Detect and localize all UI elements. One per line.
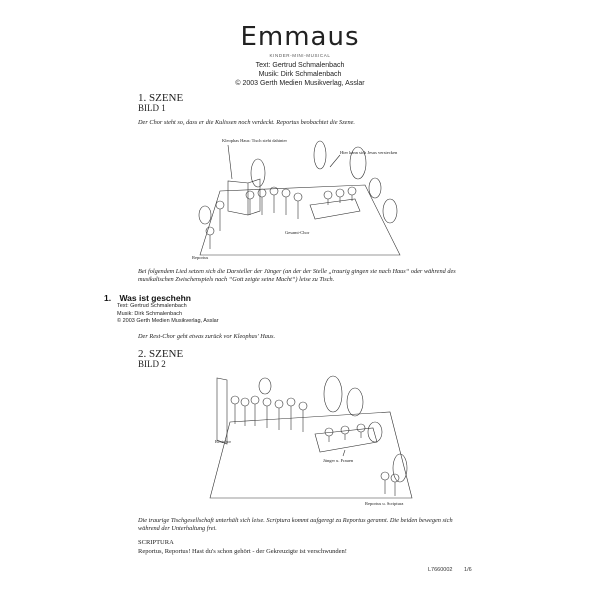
tree-shape — [199, 206, 211, 224]
song-credit-text: Text: Gertrud Schmalenbach — [117, 303, 187, 309]
page-number: 1/6 — [464, 567, 472, 573]
tree-shape — [369, 178, 381, 198]
choir-figures — [231, 396, 399, 496]
credit-text: Text: Gertrud Schmalenbach — [255, 62, 345, 69]
scene1-note: Bei folgendem Lied setzen sich die Darsteller der Jünger (an der der Stelle „traurig gingen sie nach Haus“ oder während des musikalischen Zwischenspiels nach “Gott zeigte seine Macht“) leise zu Tisch. — [138, 268, 456, 283]
disciples-pointer — [343, 450, 345, 456]
house-outline — [217, 378, 227, 444]
table-outline — [310, 199, 360, 219]
choir-figures — [206, 187, 356, 249]
scene1-stage-sketch — [190, 133, 410, 261]
house-pointer — [228, 145, 232, 179]
scene2-note: Die traurige Tischgesellschaft unterhält sich leise. Scriptura kommt aufgeregt zu Reportus gerannt. Die beiden bewegen sich während der Unterhaltung frei. — [138, 517, 453, 532]
scene1-direction: Der Chor steht so, dass er die Kulissen noch verdeckt. Reportus beobachtet die Szene. — [138, 119, 355, 126]
product-code: L7660002 — [428, 567, 453, 573]
dialogue-block — [138, 539, 468, 556]
scene2-subtitle: BILD 2 — [138, 359, 166, 369]
song-number: 1. — [104, 293, 112, 303]
label-disciples: Jünger u. Frauen — [323, 458, 354, 463]
label-house: Kleophas Haus: Tisch steht dahinter — [222, 138, 287, 143]
label-road: Hier kann sich Jesus verstecken — [340, 150, 398, 155]
scene2-heading — [138, 349, 183, 369]
tree-shape — [368, 422, 382, 442]
road-pointer — [330, 155, 340, 167]
credit-copyright: © 2003 Gerth Medien Musikverlag, Asslar — [235, 80, 365, 87]
scene2-direction: Der Rest-Chor geht etwas zurück vor Kleophas' Haus. — [138, 333, 276, 340]
scene1-heading — [138, 93, 183, 113]
stage-floor-outline — [210, 412, 412, 498]
page-footer — [428, 567, 472, 573]
tree-shape — [251, 159, 265, 187]
house-outline — [228, 179, 260, 215]
scene2-stage-sketch — [205, 372, 417, 510]
tree-shape — [324, 376, 342, 412]
song-heading — [104, 293, 191, 303]
tree-shape — [383, 199, 397, 223]
label-choir: Gesamt-Chor — [285, 230, 310, 235]
tree-shape — [259, 378, 271, 394]
table-outline — [315, 428, 377, 452]
label-reporters: Reportus u. Scriptura — [365, 501, 404, 506]
song-credit-music: Musik: Dirk Schmalenbach — [117, 310, 183, 317]
tree-shape — [314, 141, 326, 169]
musical-logo: Emmaus — [240, 22, 360, 52]
song-credits — [117, 303, 219, 326]
dialogue-line: Reportus, Reportus! Hast du's schon gehört - der Gekreuzigte ist verschwunden! — [138, 547, 347, 555]
scene1-title: 1. SZENE — [138, 92, 184, 104]
song-title: Was ist geschehn — [119, 293, 191, 303]
label-reportus: Reportus — [192, 255, 209, 260]
stage-floor-outline — [200, 185, 400, 255]
tree-shape — [347, 388, 363, 416]
speaker-name: SCRIPTURA — [138, 539, 174, 546]
scene1-subtitle: BILD 1 — [138, 103, 166, 113]
logo-subtitle: KINDER-MINI-MUSICAL — [269, 53, 331, 58]
song-credit-copyright: © 2003 Gerth Medien Musikverlag, Asslar — [117, 318, 219, 324]
label-choir: Restchor — [215, 439, 231, 444]
header-credits — [0, 61, 600, 88]
tree-shape — [393, 454, 407, 482]
scene2-title: 2. SZENE — [138, 348, 184, 360]
credit-music: Musik: Dirk Schmalenbach — [258, 71, 342, 78]
